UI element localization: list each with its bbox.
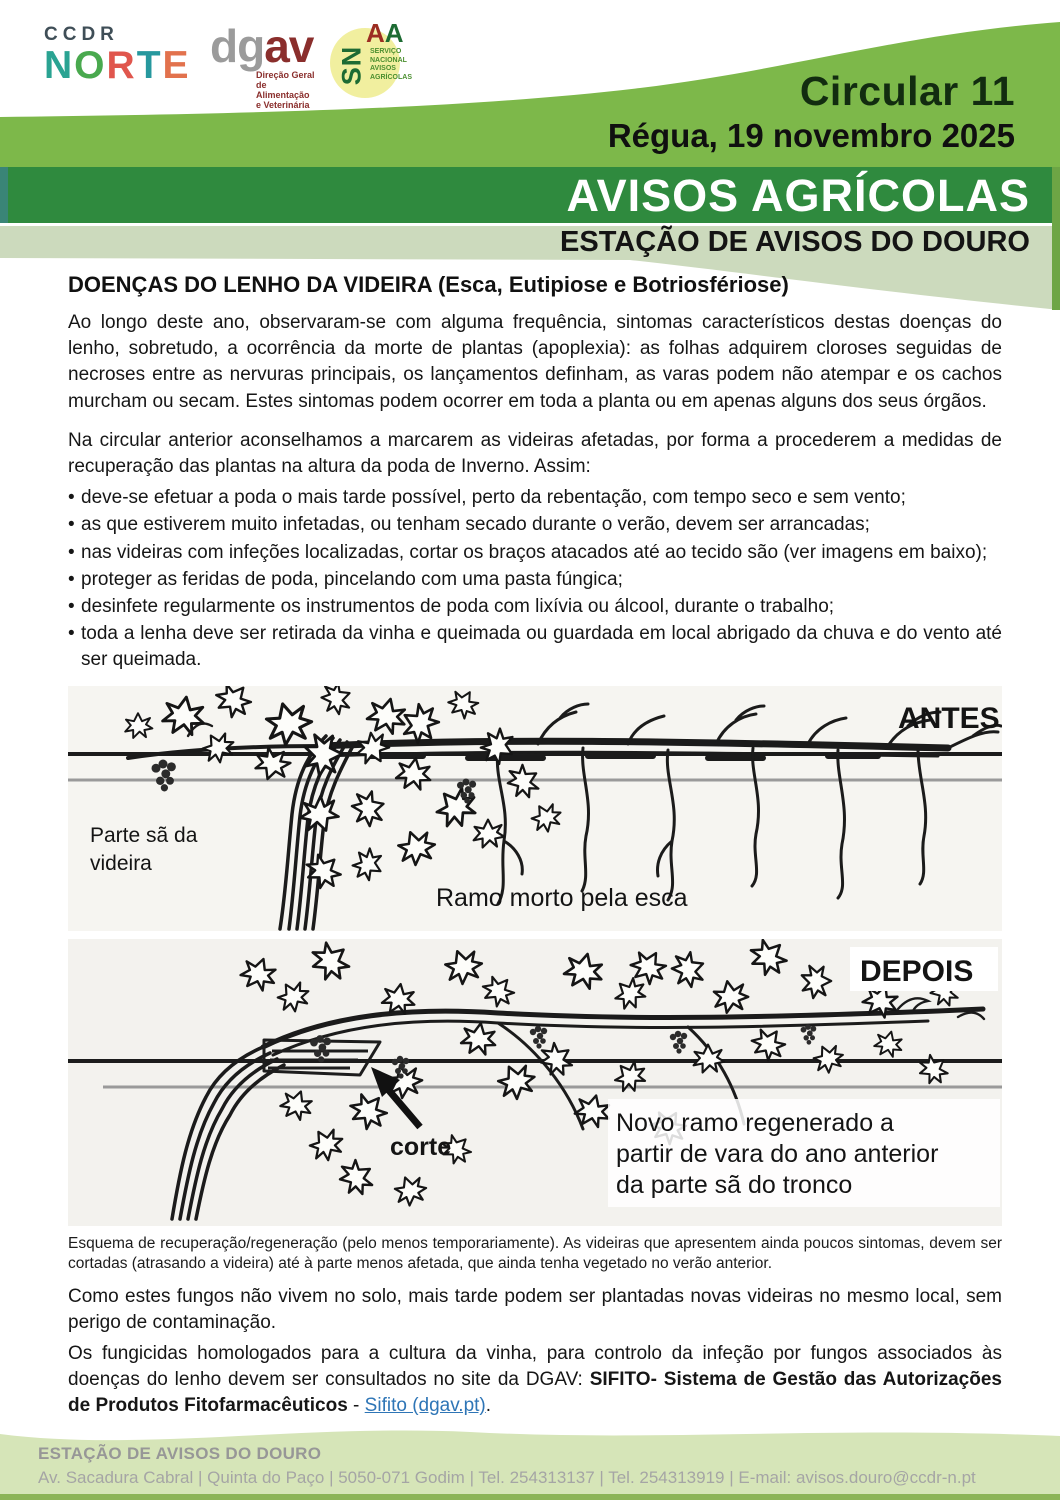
healthy-part-label-line1: Parte sã da bbox=[90, 823, 198, 847]
figure-depois-vine-drawing bbox=[68, 939, 1002, 1226]
ccdr-norte-logo bbox=[44, 24, 204, 86]
regenerated-note-line2: partir de vara do ano anterior bbox=[616, 1139, 939, 1168]
banner-title: AVISOS AGRÍCOLAS bbox=[566, 170, 1030, 221]
paragraph-fungicides: Os fungicidas homologados para a cultura da vinha, para controlo da infeção por fungos associados às doenças do lenho devem ser consultados no site da DGAV: SIFITO- Sistema de Gestão das Autorizações de Produtos Fitofarmacêuticos - Sifito (dgav.pt). bbox=[68, 1343, 1002, 1417]
paragraph-soil: Como estes fungos não vivem no solo, mais tarde podem ser plantadas novas videiras no mesmo local, sem perigo de contaminação. bbox=[68, 1285, 1002, 1333]
list-item: • as que estiverem muito infetadas, ou tenham secado durante o verão, devem ser arrancadas; bbox=[68, 512, 1002, 538]
antes-label: ANTES bbox=[898, 701, 1000, 735]
list-item: • proteger as feridas de poda, pincelando com uma pasta fúngica; bbox=[68, 567, 1002, 593]
dead-branch-label: Ramo morto pela esca bbox=[436, 883, 688, 912]
norte-logo-text: NORTE bbox=[44, 44, 191, 87]
corte-label: corte bbox=[390, 1132, 452, 1161]
sifito-bold-text: SIFITO- Sistema de Gestão das Autorizações de Produtos Fitofarmacêuticos bbox=[68, 1369, 1002, 1417]
list-item: • desinfete regularmente os instrumentos de poda com lixívia ou álcool, durante o trabalho; bbox=[68, 594, 1002, 620]
logo-row bbox=[44, 18, 416, 110]
depois-label: DEPOIS bbox=[860, 954, 974, 988]
snaa-logo bbox=[330, 18, 416, 104]
snaa-sn-text: SN bbox=[336, 45, 367, 86]
footer-station-title: ESTAÇÃO DE AVISOS DO DOURO bbox=[38, 1444, 322, 1463]
regenerated-note-line3: da parte sã do tronco bbox=[616, 1170, 853, 1199]
ccdr-logo-text: CCDR bbox=[44, 24, 119, 45]
banner-subtitle: ESTAÇÃO DE AVISOS DO DOURO bbox=[560, 226, 1030, 258]
dgav-logo-subtext: Direção Geral de Alimentação e Veterinária bbox=[256, 70, 315, 110]
dgav-logo: dgav Direção Geral de Alimentação e Veterinária bbox=[210, 24, 320, 110]
list-item: • toda a lenha deve ser retirada da vinha e queimada ou guardada em local abrigado da chuva e do vento até ser queimada. bbox=[68, 621, 1002, 673]
healthy-part-label-line2: videira bbox=[90, 851, 152, 875]
figure-antes-vine-drawing bbox=[68, 686, 1002, 931]
snaa-aa-text: AA bbox=[366, 18, 404, 48]
sifito-link[interactable]: Sifito (dgav.pt) bbox=[364, 1395, 486, 1417]
paragraph-symptoms: Ao longo deste ano, observaram-se com alguma frequência, sintomas característicos destas doenças do lenho, sobretudo, a ocorrência da morte de plantas (apoplexia): as folhas adquirem cloroses seguidas de necroses entre as nervuras principais, os lançamentos definham, as varas podem não atempar e os cachos murcham ou secam. Estes sintomas podem ocorrer em toda a planta ou em apenas alguns dos seus órgãos. bbox=[68, 312, 1002, 412]
date-line: Régua, 19 novembro 2025 bbox=[607, 117, 1015, 154]
snaa-subtext: SERVIÇO NACIONAL AVISOS AGRÍCOLAS bbox=[370, 48, 412, 81]
list-item: • nas videiras com infeções localizadas, cortar os braços atacados até ao tecido são (ver imagens em baixo); bbox=[68, 540, 1002, 566]
dgav-logo-text: dg bbox=[210, 20, 265, 72]
advice-list bbox=[68, 485, 1002, 673]
paragraph-advice-intro: Na circular anterior aconselhamos a marcarem as videiras afetadas, por forma a procederem a medidas de recuperação das plantas na altura da poda de Inverno. Assim: bbox=[68, 429, 1002, 478]
figure-caption: Esquema de recuperação/regeneração (pelo menos temporariamente). As videiras que apresentem ainda poucos sintomas, devem ser cortadas (atrasando a videira) até à parte menos afetada, que ainda tenha vegetado no verão anterior. bbox=[68, 1234, 1002, 1272]
document-body bbox=[68, 272, 1002, 1433]
regenerated-note-line1: Novo ramo regenerado a bbox=[616, 1108, 894, 1137]
list-item: • deve-se efetuar a poda o mais tarde possível, perto da rebentação, com tempo seco e sem vento; bbox=[68, 485, 1002, 511]
footer-address-line: Av. Sacadura Cabral | Quinta do Paço | 5050-071 Godim | Tel. 254313137 | Tel. 254313919 | E-mail: avisos.douro@ccdr-n.pt bbox=[38, 1468, 976, 1487]
page-title: DOENÇAS DO LENHO DA VIDEIRA (Esca, Eutipiose e Botriosfériose) bbox=[68, 272, 789, 297]
circular-number: Circular 11 bbox=[799, 68, 1015, 114]
